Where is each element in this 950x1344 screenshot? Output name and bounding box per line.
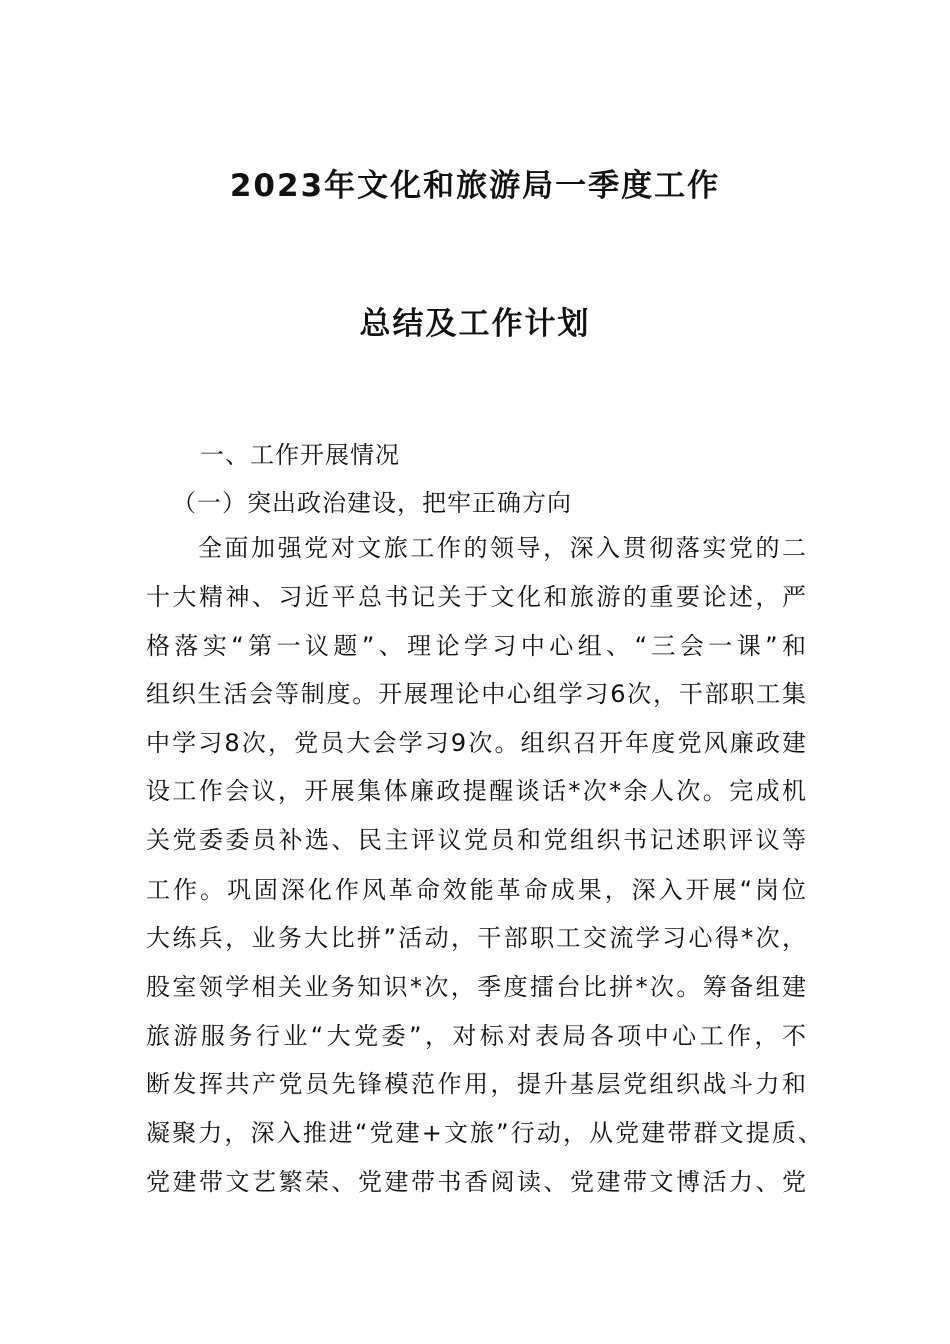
paragraph-line: 股室领学相关业务知识*次，季度擂台比拼*次。筹备组建 xyxy=(146,973,806,1001)
document-title-line-2: 总结及工作计划 xyxy=(359,306,591,342)
paragraph-line: 大练兵，业务大比拼”活动，干部职工交流学习心得*次， xyxy=(146,924,806,952)
paragraph-line: 全面加强党对文旅工作的领导，深入贯彻落实党的二 xyxy=(198,534,806,562)
paragraph-line: 凝聚力，深入推进“党建+文旅”行动，从党建带群文提质、 xyxy=(146,1119,822,1147)
document-title-line-1: 2023年文化和旅游局一季度工作 xyxy=(229,168,721,204)
paragraph-line: 工作。巩固深化作风革命效能革命成果，深入开展“岗位 xyxy=(146,876,806,904)
paragraph-line: 十大精神、习近平总书记关于文化和旅游的重要论述，严 xyxy=(146,583,806,611)
paragraph-line: 格落实“第一议题”、理论学习中心组、“三会一课”和 xyxy=(146,632,806,660)
subsection-heading: （一）突出政治建设，把牢正确方向 xyxy=(172,489,572,517)
paragraph-line: 中学习8次，党员大会学习9次。组织召开年度党风廉政建 xyxy=(146,729,806,757)
section-heading: 一、工作开展情况 xyxy=(200,441,400,469)
paragraph-line: 关党委委员补选、民主评议党员和党组织书记述职评议等 xyxy=(146,826,806,854)
paragraph-line: 组织生活会等制度。开展理论中心组学习6次，干部职工集 xyxy=(146,680,806,708)
paragraph-line: 断发挥共产党员先锋模范作用，提升基层党组织战斗力和 xyxy=(146,1070,806,1098)
paragraph-line: 党建带文艺繁荣、党建带书香阅读、党建带文博活力、党 xyxy=(146,1168,806,1196)
paragraph-line: 设工作会议，开展集体廉政提醒谈话*次*余人次。完成机 xyxy=(146,777,806,805)
paragraph-line: 旅游服务行业“大党委”，对标对表局各项中心工作，不 xyxy=(146,1022,806,1050)
